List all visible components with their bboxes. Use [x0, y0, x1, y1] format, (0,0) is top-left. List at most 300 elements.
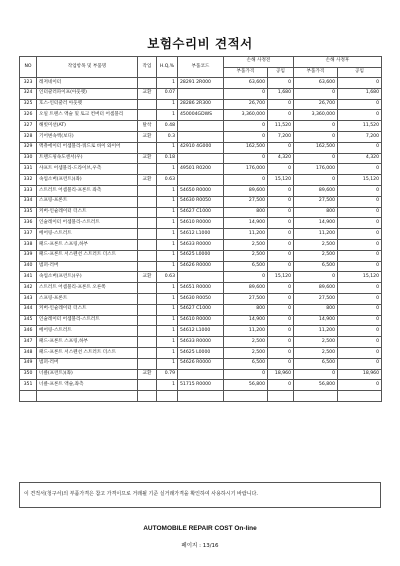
row-no: 348 — [20, 347, 37, 358]
row-hq: 1 — [157, 293, 178, 304]
table-row — [20, 326, 382, 337]
row-after-parts-price: 11,200 — [294, 326, 338, 337]
row-work-type — [138, 207, 157, 218]
row-work-type — [138, 185, 157, 196]
table-row — [20, 164, 382, 175]
row-hq: 1 — [157, 380, 178, 391]
row-part-code: 54633 R0000 — [178, 337, 224, 348]
price-notice: 이 견적서(청구서)의 부품가격은 참고 가격이므로 거래될 기준 실거래가격을 확인하여 사용하시기 바랍니다. — [19, 482, 381, 508]
table-row — [20, 185, 382, 196]
row-part-code — [178, 121, 224, 132]
row-item-name: 범퍼-러버 — [37, 358, 138, 369]
row-after-labor: 0 — [338, 218, 382, 229]
row-no: 323 — [20, 78, 37, 89]
row-before-labor: 11,520 — [268, 121, 294, 132]
row-item-name: 범퍼-러버 — [37, 261, 138, 272]
row-hq: 1 — [157, 110, 178, 121]
row-before-parts-price: 0 — [224, 272, 268, 283]
row-part-code: 42910 4G000 — [178, 142, 224, 153]
row-after-labor: 0 — [338, 315, 382, 326]
row-work-type — [138, 250, 157, 261]
table-row — [20, 261, 382, 272]
row-after-labor — [338, 391, 382, 402]
row-after-labor: 0 — [338, 283, 382, 294]
row-after-parts-price: 2,500 — [294, 347, 338, 358]
table-row — [20, 229, 382, 240]
row-after-labor: 7,200 — [338, 131, 382, 142]
table-row — [20, 239, 382, 250]
row-hq: 1 — [157, 99, 178, 110]
row-before-parts-price: 6,500 — [224, 261, 268, 272]
row-before-parts-price: 26,700 — [224, 99, 268, 110]
row-part-code: 51715 R0000 — [178, 380, 224, 391]
table-row — [20, 218, 382, 229]
row-before-labor: 0 — [268, 142, 294, 153]
row-before-labor: 0 — [268, 229, 294, 240]
table-row — [20, 142, 382, 153]
row-work-type — [138, 326, 157, 337]
row-after-parts-price: 0 — [294, 175, 338, 186]
row-after-labor: 0 — [338, 229, 382, 240]
row-before-parts-price: 0 — [224, 153, 268, 164]
row-before-labor: 0 — [268, 380, 294, 391]
row-after-labor: 0 — [338, 304, 382, 315]
row-after-labor: 0 — [338, 337, 382, 348]
table-row — [20, 283, 382, 294]
row-part-code: 54626 R0000 — [178, 358, 224, 369]
row-before-labor: 0 — [268, 164, 294, 175]
table-row — [20, 250, 382, 261]
row-part-code: 28291 2R000 — [178, 78, 224, 89]
row-after-parts-price: 0 — [294, 369, 338, 380]
row-before-parts-price: 162,500 — [224, 142, 268, 153]
row-hq: 1 — [157, 326, 178, 337]
row-after-labor: 0 — [338, 196, 382, 207]
row-work-type — [138, 164, 157, 175]
row-part-code — [178, 391, 224, 402]
row-part-code: 54651 R0000 — [178, 283, 224, 294]
row-hq: 1 — [157, 164, 178, 175]
row-work-type: 교환 — [138, 131, 157, 142]
row-item-name: 커버-인슐레이터 더스트 — [37, 304, 138, 315]
document-title: 보험수리비 견적서 — [147, 36, 253, 51]
row-before-parts-price: 11,200 — [224, 229, 268, 240]
row-part-code: 54610 R0000 — [178, 315, 224, 326]
row-after-parts-price: 2,500 — [294, 250, 338, 261]
row-no: 332 — [20, 175, 37, 186]
row-after-labor: 0 — [338, 185, 382, 196]
table-row — [20, 358, 382, 369]
header-no: NO — [20, 57, 37, 78]
row-item-name: 트랜드핑속도센서(우) — [37, 153, 138, 164]
row-work-type — [138, 142, 157, 153]
row-item-name: 호스-인터쿨러 아웃렛 — [37, 99, 138, 110]
row-item-name: 패드-프론트 서스펜션 스트러트 더스트 — [37, 250, 138, 261]
header-hq: H.Q,% — [157, 57, 178, 78]
row-work-type — [138, 78, 157, 89]
row-before-labor: 0 — [268, 337, 294, 348]
row-part-code — [178, 88, 224, 99]
row-before-labor: 18,960 — [268, 369, 294, 380]
row-no: 351 — [20, 380, 37, 391]
row-before-parts-price: 6,500 — [224, 358, 268, 369]
row-after-labor: 0 — [338, 110, 382, 121]
row-item-name: 베어링-스트러트 — [37, 229, 138, 240]
row-part-code: 54633 R0000 — [178, 239, 224, 250]
row-no: 324 — [20, 88, 37, 99]
row-hq: 1 — [157, 218, 178, 229]
table-row — [20, 175, 382, 186]
row-before-labor: 15,120 — [268, 272, 294, 283]
row-before-parts-price: 176,000 — [224, 164, 268, 175]
row-before-parts-price: 2,500 — [224, 337, 268, 348]
row-part-code: 54612 L1000 — [178, 229, 224, 240]
header-item: 작업항목 및 부품명 — [37, 57, 138, 78]
row-work-type — [138, 315, 157, 326]
row-after-parts-price: 0 — [294, 121, 338, 132]
row-before-labor: 0 — [268, 326, 294, 337]
row-before-labor: 0 — [268, 239, 294, 250]
row-hq: 1 — [157, 261, 178, 272]
row-part-code: 450004GDWS — [178, 110, 224, 121]
row-after-labor: 15,120 — [338, 272, 382, 283]
row-item-name: 속업소버(프런트)(좌) — [37, 175, 138, 186]
row-item-name: 패드-프론트 스프링,하부 — [37, 337, 138, 348]
row-after-labor: 0 — [338, 239, 382, 250]
row-no: 325 — [20, 99, 37, 110]
row-no: 350 — [20, 369, 37, 380]
header-before-group: 손해 사정전 — [224, 57, 294, 68]
row-no: 334 — [20, 196, 37, 207]
row-item-name: 오일 트랜스 액슬 및 토크 컨버터 어셈블리 — [37, 110, 138, 121]
row-before-labor: 0 — [268, 99, 294, 110]
row-after-labor: 11,520 — [338, 121, 382, 132]
row-part-code — [178, 153, 224, 164]
row-before-labor: 0 — [268, 283, 294, 294]
row-before-parts-price — [224, 391, 268, 402]
row-item-name: 레저네이터 — [37, 78, 138, 89]
row-after-labor: 0 — [338, 142, 382, 153]
table-row — [20, 315, 382, 326]
row-item-name: 너클-프론트 액슬,좌측 — [37, 380, 138, 391]
row-before-labor: 0 — [268, 196, 294, 207]
row-before-labor: 0 — [268, 358, 294, 369]
row-hq: 0.79 — [157, 369, 178, 380]
row-after-parts-price: 14,900 — [294, 218, 338, 229]
row-part-code — [178, 131, 224, 142]
row-before-parts-price: 2,500 — [224, 347, 268, 358]
table-row — [20, 304, 382, 315]
row-after-parts-price: 89,600 — [294, 283, 338, 294]
row-after-parts-price: 63,600 — [294, 78, 338, 89]
header-before-labor: 공임 — [268, 67, 294, 78]
row-work-type — [138, 229, 157, 240]
row-before-labor: 0 — [268, 110, 294, 121]
row-before-parts-price: 0 — [224, 175, 268, 186]
row-before-labor: 0 — [268, 250, 294, 261]
row-part-code — [178, 272, 224, 283]
row-before-parts-price: 0 — [224, 369, 268, 380]
row-before-labor: 0 — [268, 293, 294, 304]
row-before-labor: 0 — [268, 218, 294, 229]
row-item-name: 인터쿨러파이프(아웃렛) — [37, 88, 138, 99]
row-work-type — [138, 239, 157, 250]
row-after-labor: 0 — [338, 261, 382, 272]
row-work-type — [138, 347, 157, 358]
row-hq: 1 — [157, 207, 178, 218]
row-hq: 0.48 — [157, 121, 178, 132]
row-before-parts-price: 56,800 — [224, 380, 268, 391]
row-before-parts-price: 2,500 — [224, 239, 268, 250]
row-item-name: 속업소버(프런트)(우) — [37, 272, 138, 283]
row-after-labor: 0 — [338, 347, 382, 358]
row-work-type — [138, 261, 157, 272]
row-after-labor: 0 — [338, 326, 382, 337]
row-part-code: 54627 C1000 — [178, 207, 224, 218]
row-before-labor — [268, 391, 294, 402]
row-before-parts-price: 3,360,000 — [224, 110, 268, 121]
row-after-parts-price: 0 — [294, 88, 338, 99]
row-before-parts-price: 89,600 — [224, 283, 268, 294]
row-no: 342 — [20, 283, 37, 294]
table-row — [20, 293, 382, 304]
row-hq: 1 — [157, 337, 178, 348]
header-after-labor: 공임 — [338, 67, 382, 78]
row-after-labor: 0 — [338, 78, 382, 89]
row-part-code: 54610 R0000 — [178, 218, 224, 229]
table-row — [20, 88, 382, 99]
row-after-labor: 0 — [338, 293, 382, 304]
row-before-parts-price: 800 — [224, 304, 268, 315]
row-after-parts-price: 26,700 — [294, 99, 338, 110]
table-row — [20, 131, 382, 142]
table-row — [20, 347, 382, 358]
row-part-code: 54630 R0050 — [178, 196, 224, 207]
row-no: 328 — [20, 131, 37, 142]
row-before-labor: 0 — [268, 347, 294, 358]
row-after-labor: 0 — [338, 164, 382, 175]
row-after-labor: 4,320 — [338, 153, 382, 164]
table-row — [20, 391, 382, 402]
table-row — [20, 196, 382, 207]
row-hq: 1 — [157, 347, 178, 358]
row-before-labor: 0 — [268, 78, 294, 89]
row-after-parts-price: 0 — [294, 153, 338, 164]
row-after-parts-price: 800 — [294, 207, 338, 218]
row-before-labor: 4,320 — [268, 153, 294, 164]
row-after-labor: 0 — [338, 99, 382, 110]
page-number: 페이지 : 13/16 — [181, 543, 219, 549]
row-after-labor: 0 — [338, 207, 382, 218]
row-after-labor: 0 — [338, 358, 382, 369]
row-before-labor: 0 — [268, 207, 294, 218]
row-after-parts-price: 176,000 — [294, 164, 338, 175]
table-row — [20, 153, 382, 164]
row-no: 345 — [20, 315, 37, 326]
row-no: 327 — [20, 121, 37, 132]
row-no: 338 — [20, 239, 37, 250]
row-hq — [157, 391, 178, 402]
row-after-parts-price: 6,500 — [294, 261, 338, 272]
row-before-labor: 0 — [268, 304, 294, 315]
row-work-type: 교환 — [138, 153, 157, 164]
row-no: 340 — [20, 261, 37, 272]
row-item-name: 커버-인슐레이터 더스트 — [37, 207, 138, 218]
row-part-code: 54625 L0000 — [178, 250, 224, 261]
row-work-type — [138, 110, 157, 121]
row-no: 329 — [20, 142, 37, 153]
row-before-parts-price: 27,500 — [224, 196, 268, 207]
row-before-parts-price: 0 — [224, 131, 268, 142]
row-after-parts-price: 11,200 — [294, 229, 338, 240]
row-before-parts-price: 0 — [224, 88, 268, 99]
row-after-parts-price: 0 — [294, 272, 338, 283]
row-after-parts-price: 6,500 — [294, 358, 338, 369]
row-hq: 0.07 — [157, 88, 178, 99]
row-item-name: 패드-프론트 스프링,하부 — [37, 239, 138, 250]
row-work-type — [138, 391, 157, 402]
table-row — [20, 337, 382, 348]
row-no: 347 — [20, 337, 37, 348]
row-after-labor: 1,680 — [338, 88, 382, 99]
row-item-name: 스프링-프론트 — [37, 196, 138, 207]
row-item-name: 스트러트 어셈블리-프론트 오른쪽 — [37, 283, 138, 294]
row-work-type — [138, 304, 157, 315]
row-no: 346 — [20, 326, 37, 337]
row-part-code — [178, 175, 224, 186]
row-work-type — [138, 293, 157, 304]
row-before-parts-price: 27,500 — [224, 293, 268, 304]
header-after-group: 손해 사정후 — [294, 57, 382, 68]
row-item-name: 기어변속액(보디) — [37, 131, 138, 142]
row-hq: 1 — [157, 142, 178, 153]
header-after-parts-price: 부품가격 — [294, 67, 338, 78]
row-work-type — [138, 196, 157, 207]
row-after-parts-price: 0 — [294, 131, 338, 142]
row-part-code: 54626 R0000 — [178, 261, 224, 272]
row-before-parts-price: 800 — [224, 207, 268, 218]
header-code: 부품코드 — [178, 57, 224, 78]
row-no: 341 — [20, 272, 37, 283]
row-hq: 0.63 — [157, 272, 178, 283]
table-row — [20, 207, 382, 218]
row-hq: 0.63 — [157, 175, 178, 186]
row-hq: 1 — [157, 250, 178, 261]
row-after-labor: 0 — [338, 250, 382, 261]
row-work-type: 교환 — [138, 369, 157, 380]
row-item-name: 패드-프론트 서스펜션 스트러트 더스트 — [37, 347, 138, 358]
row-no: 333 — [20, 185, 37, 196]
row-before-labor: 0 — [268, 261, 294, 272]
row-after-parts-price — [294, 391, 338, 402]
row-hq: 1 — [157, 239, 178, 250]
row-after-parts-price: 27,500 — [294, 196, 338, 207]
row-no: 344 — [20, 304, 37, 315]
header-work: 작업 — [138, 57, 157, 78]
row-after-labor: 0 — [338, 380, 382, 391]
row-work-type — [138, 283, 157, 294]
row-before-labor: 1,680 — [268, 88, 294, 99]
row-after-parts-price: 27,500 — [294, 293, 338, 304]
row-hq: 1 — [157, 78, 178, 89]
row-item-name: 샤프트 어셈블리-드라이브,우측 — [37, 164, 138, 175]
row-work-type — [138, 358, 157, 369]
row-after-labor: 15,120 — [338, 175, 382, 186]
row-item-name: 스트러트 어셈블리-프론트 좌측 — [37, 185, 138, 196]
row-item-name: 인슐레이터 어셈블리-스트러트 — [37, 218, 138, 229]
row-after-parts-price: 2,500 — [294, 337, 338, 348]
row-no: 331 — [20, 164, 37, 175]
row-part-code: 54630 R0050 — [178, 293, 224, 304]
row-after-parts-price: 2,500 — [294, 239, 338, 250]
row-item-name: 스프링-프론트 — [37, 293, 138, 304]
row-item-name: 너클(프런트)(좌) — [37, 369, 138, 380]
row-hq: 1 — [157, 283, 178, 294]
row-part-code: 54612 L1000 — [178, 326, 224, 337]
row-after-parts-price: 14,900 — [294, 315, 338, 326]
row-work-type — [138, 99, 157, 110]
row-item-name: 액츄에이터 어셈블리-쿼드로 바이 와이어 — [37, 142, 138, 153]
row-hq: 0.3 — [157, 131, 178, 142]
row-work-type — [138, 218, 157, 229]
table-row — [20, 369, 382, 380]
estimate-table — [19, 56, 382, 402]
row-item-name — [37, 391, 138, 402]
row-before-parts-price: 2,500 — [224, 250, 268, 261]
row-after-parts-price: 56,800 — [294, 380, 338, 391]
row-before-labor: 0 — [268, 185, 294, 196]
row-work-type: 탈착 — [138, 121, 157, 132]
row-after-labor: 18,960 — [338, 369, 382, 380]
row-no — [20, 391, 37, 402]
table-row — [20, 272, 382, 283]
row-before-parts-price: 0 — [224, 121, 268, 132]
row-no: 337 — [20, 229, 37, 240]
row-hq: 1 — [157, 185, 178, 196]
table-row — [20, 78, 382, 89]
row-item-name: 베어링-스트러트 — [37, 326, 138, 337]
row-after-parts-price: 89,600 — [294, 185, 338, 196]
row-before-labor: 15,120 — [268, 175, 294, 186]
row-no: 336 — [20, 218, 37, 229]
row-before-parts-price: 14,900 — [224, 218, 268, 229]
row-part-code: 54627 C1000 — [178, 304, 224, 315]
row-hq: 1 — [157, 358, 178, 369]
row-after-parts-price: 162,500 — [294, 142, 338, 153]
header-before-parts-price: 부품가격 — [224, 67, 268, 78]
row-work-type: 교환 — [138, 88, 157, 99]
row-no: 335 — [20, 207, 37, 218]
row-before-parts-price: 89,600 — [224, 185, 268, 196]
row-before-labor: 7,200 — [268, 131, 294, 142]
row-hq: 1 — [157, 229, 178, 240]
row-after-parts-price: 800 — [294, 304, 338, 315]
row-item-name: 인슐레이터 어셈블리-스트러트 — [37, 315, 138, 326]
row-item-name: 해빗미션(AT) — [37, 121, 138, 132]
row-work-type: 교환 — [138, 175, 157, 186]
row-before-parts-price: 63,600 — [224, 78, 268, 89]
table-row — [20, 121, 382, 132]
row-no: 343 — [20, 293, 37, 304]
row-work-type — [138, 337, 157, 348]
row-hq: 0.18 — [157, 153, 178, 164]
row-before-labor: 0 — [268, 315, 294, 326]
row-no: 330 — [20, 153, 37, 164]
table-row — [20, 380, 382, 391]
row-part-code: 49501 R0200 — [178, 164, 224, 175]
row-hq: 1 — [157, 315, 178, 326]
estimate-rows — [20, 78, 382, 402]
